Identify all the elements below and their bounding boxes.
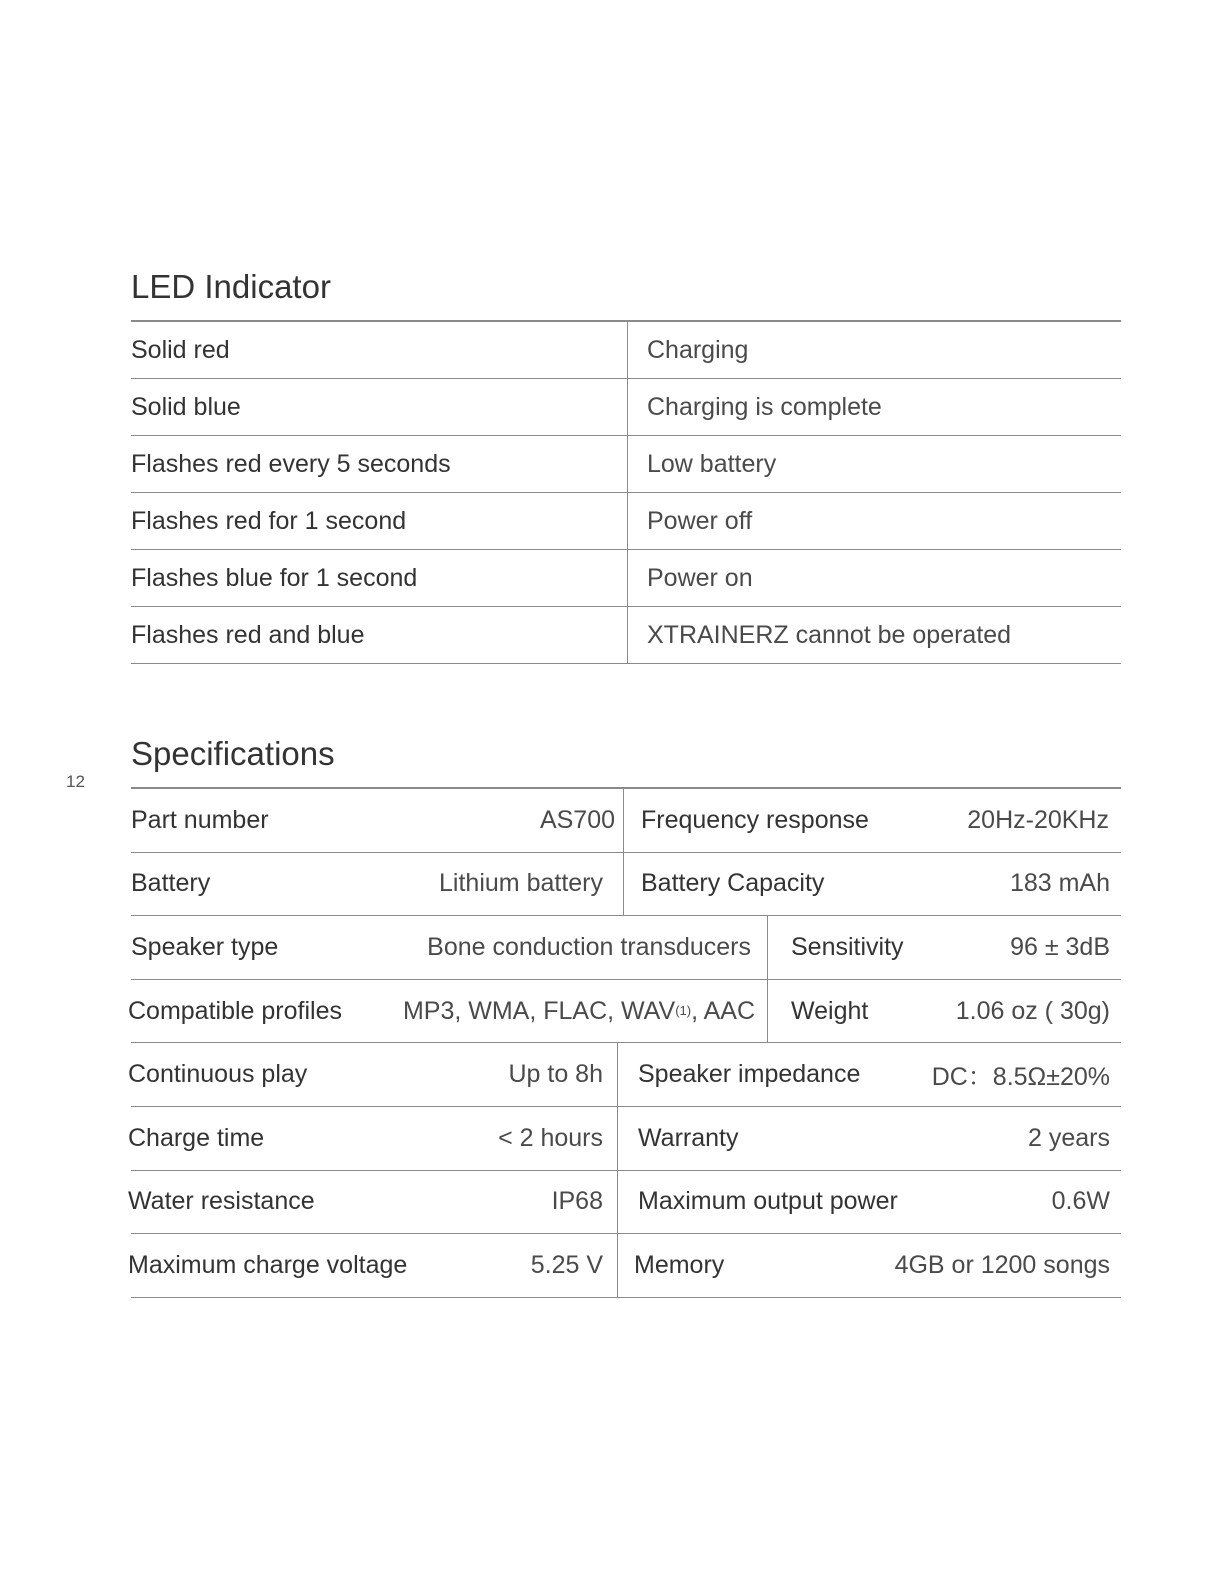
spec-row <box>128 1234 1121 1298</box>
spec-value: DC：8.5Ω±20% <box>931 1062 1110 1091</box>
spec-label: Compatible profiles <box>128 996 342 1025</box>
column-divider <box>617 1043 618 1106</box>
spec-value-text: , AAC <box>691 996 755 1025</box>
spec-label: Charge time <box>128 1123 265 1152</box>
led-meaning: Power on <box>647 563 753 592</box>
spec-value: Bone conduction transducers <box>427 932 751 961</box>
led-condition: Flashes red every 5 seconds <box>131 436 628 492</box>
spec-label: Warranty <box>638 1123 739 1152</box>
page-number: 12 <box>66 772 85 791</box>
spec-label: Weight <box>791 996 869 1025</box>
spec-row <box>128 1043 1121 1107</box>
spec-value: 4GB or 1200 songs <box>894 1250 1110 1279</box>
spec-value: MP3, WMA, FLAC, WAV (1) , AAC <box>402 996 755 1025</box>
spec-label: Battery Capacity <box>641 869 825 898</box>
spec-label: Maximum output power <box>638 1187 898 1216</box>
spec-row <box>131 916 1121 980</box>
column-divider <box>617 1107 618 1170</box>
column-divider <box>623 853 624 916</box>
led-row <box>131 379 1121 436</box>
led-row <box>131 493 1121 550</box>
spec-label: Maximum charge voltage <box>128 1250 408 1279</box>
spec-value: IP68 <box>551 1187 603 1216</box>
led-indicator-title: LED Indicator <box>131 268 331 305</box>
column-divider <box>767 980 768 1043</box>
led-row <box>131 436 1121 493</box>
column-divider <box>617 1171 618 1234</box>
column-divider <box>617 1234 618 1297</box>
led-condition: Flashes red for 1 second <box>131 493 628 549</box>
spec-label: Battery <box>131 869 211 898</box>
spec-label: Speaker type <box>131 932 279 961</box>
spec-label: Frequency response <box>641 805 869 834</box>
spec-label: Part number <box>131 805 269 834</box>
spec-value: 96 ± 3dB <box>1010 932 1110 961</box>
spec-label: Continuous play <box>128 1060 308 1089</box>
spec-label: Sensitivity <box>791 932 904 961</box>
spec-label: Speaker impedance <box>638 1060 861 1089</box>
spec-row <box>131 789 1121 853</box>
led-indicator-table <box>131 320 1121 664</box>
spec-row <box>131 853 1121 917</box>
spec-row <box>128 1171 1121 1235</box>
specifications-table <box>128 787 1121 1298</box>
spec-value: Up to 8h <box>508 1060 603 1089</box>
column-divider <box>623 789 624 852</box>
led-meaning: Charging is complete <box>647 392 882 421</box>
led-row <box>131 550 1121 607</box>
spec-value: 5.25 V <box>530 1250 603 1279</box>
column-divider <box>767 916 768 979</box>
spec-label: Water resistance <box>128 1187 315 1216</box>
led-condition: Solid blue <box>131 379 628 435</box>
specifications-title: Specifications <box>131 735 335 772</box>
led-meaning: XTRAINERZ cannot be operated <box>647 620 1012 649</box>
spec-value: 20Hz-20KHz <box>967 805 1109 834</box>
spec-value: 2 years <box>1028 1123 1110 1152</box>
spec-row <box>128 1107 1121 1171</box>
spec-value: < 2 hours <box>498 1123 603 1152</box>
led-meaning: Charging <box>647 335 749 364</box>
spec-value: 1.06 oz ( 30g) <box>955 996 1110 1025</box>
spec-value-text: MP3, WMA, FLAC, WAV <box>402 996 676 1025</box>
spec-value: 183 mAh <box>1009 869 1110 898</box>
led-condition: Flashes blue for 1 second <box>131 550 628 606</box>
led-row <box>131 607 1121 664</box>
spec-value: 0.6W <box>1051 1187 1110 1216</box>
led-meaning: Power off <box>647 506 753 535</box>
spec-row <box>128 980 1121 1044</box>
spec-value: Lithium battery <box>439 869 603 898</box>
led-condition: Solid red <box>131 322 628 378</box>
led-meaning: Low battery <box>647 449 777 478</box>
spec-label: Memory <box>634 1250 725 1279</box>
led-row <box>131 322 1121 379</box>
led-condition: Flashes red and blue <box>131 607 628 663</box>
spec-value: AS700 <box>539 805 615 834</box>
